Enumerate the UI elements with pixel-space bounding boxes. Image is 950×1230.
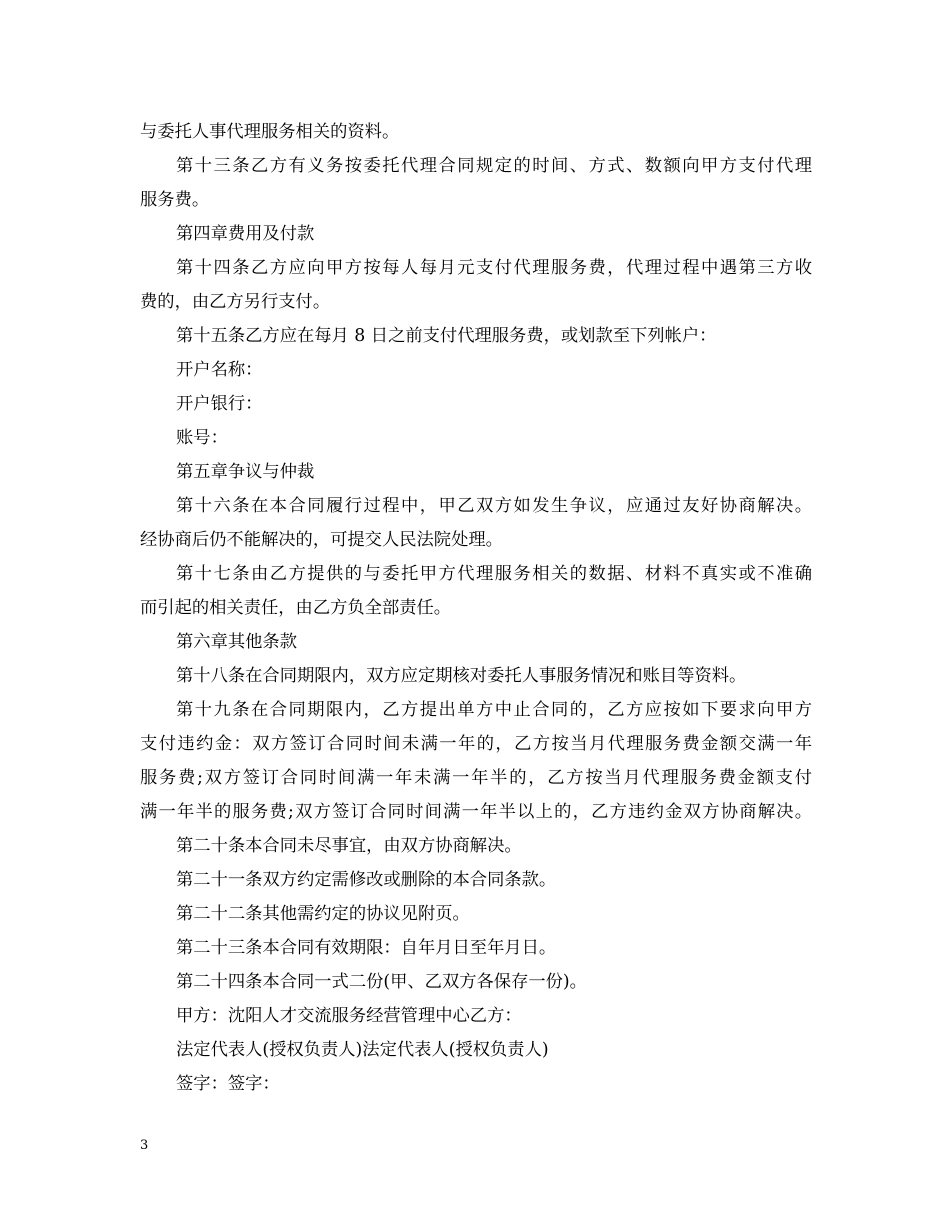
legal-representative-line: 法定代表人(授权负责人)法定代表人(授权负责人) xyxy=(176,1040,549,1060)
account-name-label: 开户名称： xyxy=(176,360,263,380)
chapter-4-heading: 第四章费用及付款 xyxy=(176,224,315,244)
article-14-line-1: 第十四条乙方应向甲方按每人每月元支付代理服务费，代理过程中遇第三方收 xyxy=(176,258,812,278)
article-17-line-2: 而引起的相关责任，由乙方负全部责任。 xyxy=(140,598,452,618)
page-number: 3 xyxy=(140,1138,149,1153)
article-22-line: 第二十二条其他需约定的协议见附页。 xyxy=(176,904,470,924)
article-21-line: 第二十一条双方约定需修改或删除的本合同条款。 xyxy=(176,870,557,890)
article-20-line: 第二十条本合同未尽事宜，由双方协商解决。 xyxy=(176,836,522,856)
article-13-line-1: 第十三条乙方有义务按委托代理合同规定的时间、方式、数额向甲方支付代理 xyxy=(176,156,812,176)
article-13-line-2: 服务费。 xyxy=(140,190,210,210)
article-24-line: 第二十四条本合同一式二份(甲、乙双方各保存一份)。 xyxy=(176,972,587,992)
party-line: 甲方：沈阳人才交流服务经营管理中心乙方： xyxy=(176,1006,522,1026)
article-17-line-1: 第十七条由乙方提供的与委托甲方代理服务相关的数据、材料不真实或不准确 xyxy=(176,564,812,584)
article-19-line-2: 支付违约金：双方签订合同时间未满一年的，乙方按当月代理服务费金额交满一年 xyxy=(140,734,812,754)
article-16-line-1: 第十六条在本合同履行过程中，甲乙双方如发生争议，应通过友好协商解决。 xyxy=(176,496,812,516)
signature-line: 签字：签字： xyxy=(176,1074,280,1094)
paragraph-line: 与委托人事代理服务相关的资料。 xyxy=(140,122,400,142)
document-body xyxy=(140,115,812,1101)
article-15-line: 第十五条乙方应在每月 8 日之前支付代理服务费，或划款至下列帐户： xyxy=(176,326,717,346)
article-19-line-1: 第十九条在合同期限内，乙方提出单方中止合同的，乙方应按如下要求向甲方 xyxy=(176,700,812,720)
article-19-line-4: 满一年半的服务费;双方签订合同时间满一年半以上的，乙方违约金双方协商解决。 xyxy=(140,802,812,822)
account-bank-label: 开户银行： xyxy=(176,394,263,414)
article-23-line: 第二十三条本合同有效期限：自年月日至年月日。 xyxy=(176,938,557,958)
account-number-label: 账号： xyxy=(176,428,228,448)
chapter-5-heading: 第五章争议与仲裁 xyxy=(176,462,315,482)
article-16-line-2: 经协商后仍不能解决的，可提交人民法院处理。 xyxy=(140,530,503,550)
article-18-line: 第十八条在合同期限内，双方应定期核对委托人事服务情况和账目等资料。 xyxy=(176,666,747,686)
article-19-line-3: 服务费;双方签订合同时间满一年未满一年半的，乙方按当月代理服务费金额支付 xyxy=(140,768,812,788)
article-14-line-2: 费的，由乙方另行支付。 xyxy=(140,292,331,312)
chapter-6-heading: 第六章其他条款 xyxy=(176,632,297,652)
